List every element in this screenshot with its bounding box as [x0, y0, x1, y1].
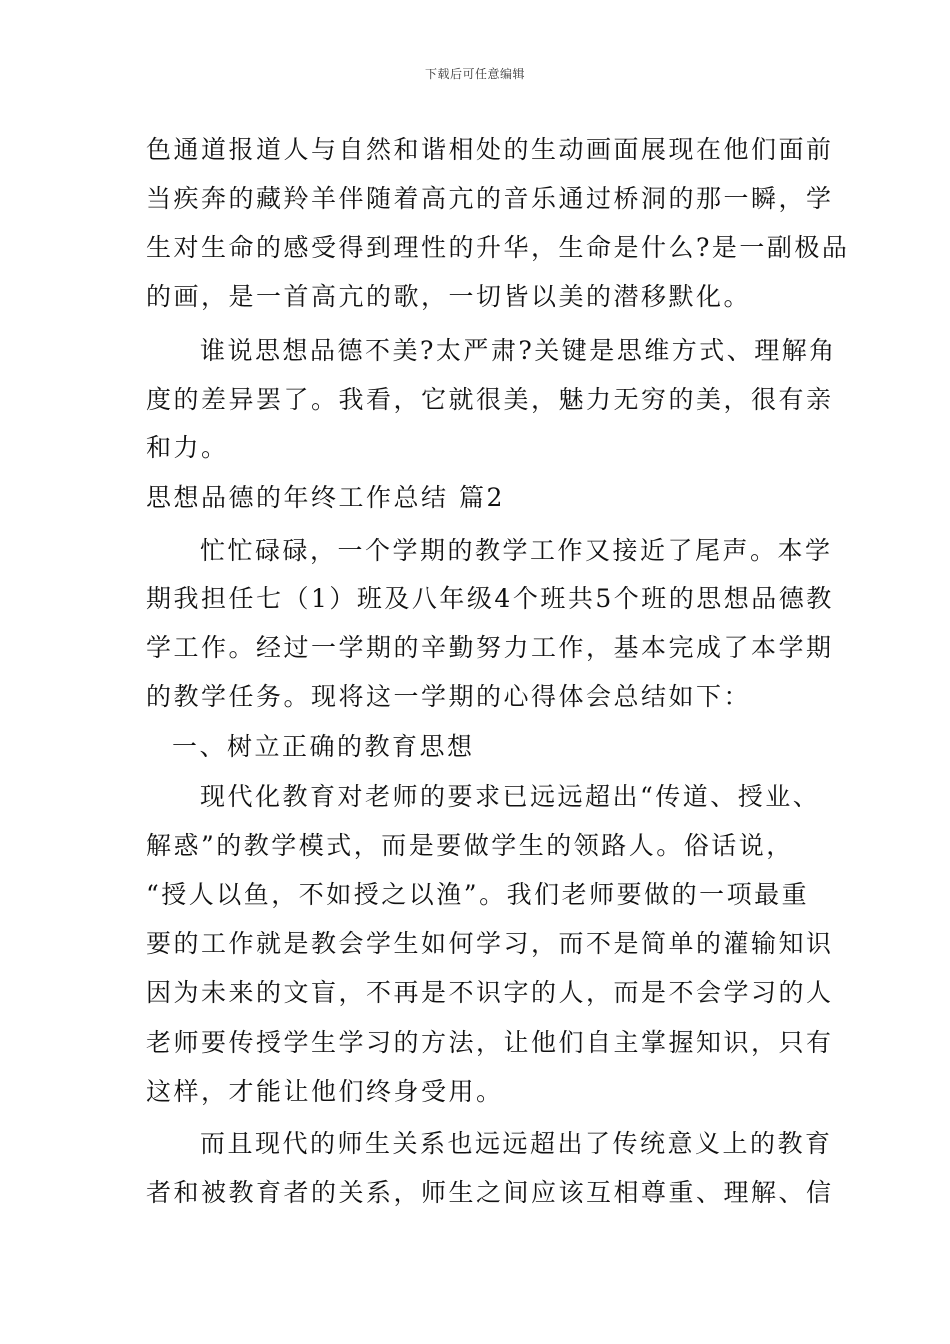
body-line: 和力。 — [146, 433, 229, 462]
body-line: 色通道报道人与自然和谐相处的生动画面展现在他们面前 — [146, 135, 834, 164]
body-line: 生对生命的感受得到理性的升华，生命是什么?是一副极品 — [146, 233, 850, 262]
body-line: 而且现代的师生关系也远远超出了传统意义上的教育 — [200, 1129, 833, 1158]
body-line: 的画，是一首高亢的歌，一切皆以美的潜移默化。 — [146, 282, 752, 311]
body-line: “授人以鱼，不如授之以渔”。我们老师要做的一项最重 — [146, 880, 810, 909]
section-heading: 思想品德的年终工作总结 篇2 — [146, 483, 505, 512]
body-line: 期我担任七（1）班及八年级4个班共5个班的思想品德教 — [146, 584, 834, 613]
body-line: 当疾奔的藏羚羊伴随着高亢的音乐通过桥洞的那一瞬，学 — [146, 184, 834, 213]
body-line: 谁说思想品德不美?太严肃?关键是思维方式、理解角 — [200, 336, 837, 365]
body-line: 度的差异罢了。我看，它就很美，魅力无穷的美，很有亲 — [146, 385, 834, 414]
body-line: 要的工作就是教会学生如何学习，而不是简单的灌输知识 — [146, 929, 834, 958]
body-line: 者和被教育者的关系，师生之间应该互相尊重、理解、信 — [146, 1178, 834, 1207]
body-line: 现代化教育对老师的要求已远远超出“传道、授业、 — [200, 782, 821, 811]
body-line: 的教学任务。现将这一学期的心得体会总结如下： — [146, 682, 752, 711]
body-line: 解惑”的教学模式，而是要做学生的领路人。俗话说， — [146, 831, 794, 860]
subsection-heading: 一、树立正确的教育思想 — [172, 732, 475, 761]
body-line: 学工作。经过一学期的辛勤努力工作，基本完成了本学期 — [146, 633, 834, 662]
body-line: 因为未来的文盲，不再是不识字的人，而是不会学习的人 — [146, 978, 834, 1007]
body-line: 忙忙碌碌，一个学期的教学工作又接近了尾声。本学 — [200, 536, 833, 565]
body-line: 这样，才能让他们终身受用。 — [146, 1077, 504, 1106]
page-header: 下载后可任意编辑 — [424, 67, 525, 81]
body-line: 老师要传授学生学习的方法，让他们自主掌握知识，只有 — [146, 1028, 834, 1057]
